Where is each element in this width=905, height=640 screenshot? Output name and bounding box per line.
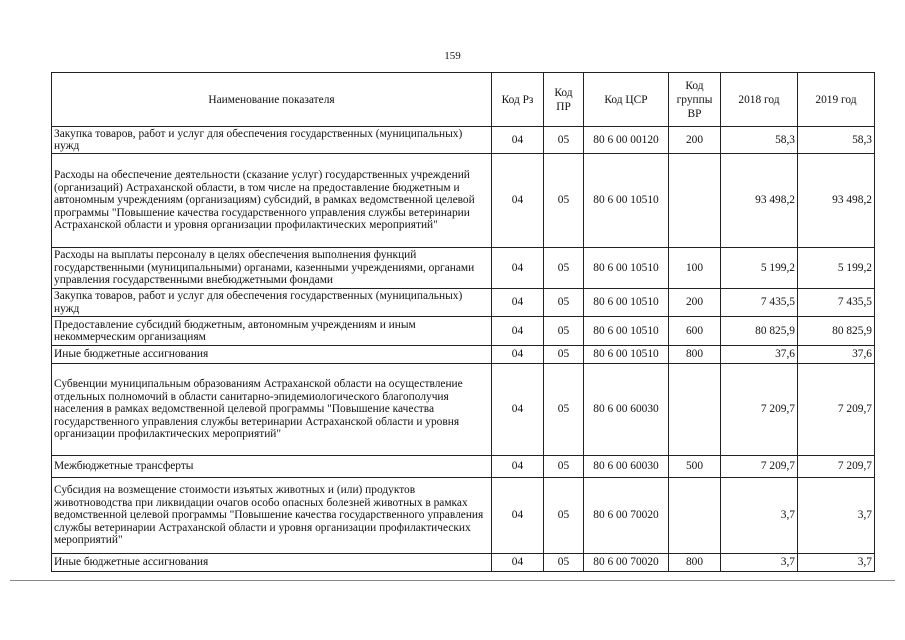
row-pr: 05 <box>544 127 584 154</box>
header-rz: Код Рз <box>492 73 544 127</box>
table-row <box>52 317 875 346</box>
row-2019: 5 199,2 <box>798 248 875 289</box>
row-2019: 7 209,7 <box>798 364 875 456</box>
row-2018: 93 498,2 <box>721 154 798 248</box>
row-pr: 05 <box>544 154 584 248</box>
row-pr: 05 <box>544 456 584 478</box>
row-name: Иные бюджетные ассигнования <box>52 554 492 572</box>
row-vr: 800 <box>669 554 721 572</box>
row-2019: 3,7 <box>798 554 875 572</box>
row-2019: 93 498,2 <box>798 154 875 248</box>
row-rz: 04 <box>492 456 544 478</box>
table-row <box>52 364 875 456</box>
page-number: 159 <box>444 50 461 62</box>
row-rz: 04 <box>492 289 544 317</box>
row-pr: 05 <box>544 364 584 456</box>
row-rz: 04 <box>492 346 544 364</box>
row-2019: 7 209,7 <box>798 456 875 478</box>
table-row <box>52 478 875 554</box>
row-rz: 04 <box>492 127 544 154</box>
row-vr: 500 <box>669 456 721 478</box>
row-rz: 04 <box>492 154 544 248</box>
row-vr <box>669 364 721 456</box>
row-2018: 3,7 <box>721 478 798 554</box>
row-csr: 80 6 00 70020 <box>584 478 669 554</box>
row-csr: 80 6 00 70020 <box>584 554 669 572</box>
row-2018: 7 209,7 <box>721 456 798 478</box>
row-name: Предоставление субсидий бюджетным, автономным учреждениям и иным некоммерческим организациям <box>52 317 492 346</box>
row-rz: 04 <box>492 478 544 554</box>
row-2018: 80 825,9 <box>721 317 798 346</box>
row-rz: 04 <box>492 364 544 456</box>
row-csr: 80 6 00 00120 <box>584 127 669 154</box>
row-rz: 04 <box>492 248 544 289</box>
row-name: Расходы на обеспечение деятельности (сказание услуг) государственных учреждений (организаций) Астраханской области, в том числе на предоставление бюджетным и автономным учреждениям (организациям) субсидий, в рамках ведомственной целевой программы "Повышение качества государственного управления службы ветеринарии Астраханской области и уровня организации профилактических мероприятий" <box>52 154 492 248</box>
row-name: Расходы на выплаты персоналу в целях обеспечения выполнения функций государственными (муниципальными) органами, казенными учреждениями, органами управления государственными внебюджетными фондами <box>52 248 492 289</box>
table-row <box>52 346 875 364</box>
row-csr: 80 6 00 60030 <box>584 456 669 478</box>
table-row <box>52 456 875 478</box>
row-csr: 80 6 00 10510 <box>584 248 669 289</box>
row-csr: 80 6 00 10510 <box>584 346 669 364</box>
row-name: Закупка товаров, работ и услуг для обеспечения государственных (муниципальных) нужд <box>52 289 492 317</box>
row-2018: 3,7 <box>721 554 798 572</box>
row-vr <box>669 154 721 248</box>
header-2018: 2018 год <box>721 73 798 127</box>
row-pr: 05 <box>544 478 584 554</box>
row-pr: 05 <box>544 317 584 346</box>
row-pr: 05 <box>544 289 584 317</box>
row-csr: 80 6 00 10510 <box>584 317 669 346</box>
row-vr: 100 <box>669 248 721 289</box>
row-pr: 05 <box>544 554 584 572</box>
row-csr: 80 6 00 10510 <box>584 289 669 317</box>
row-2019: 80 825,9 <box>798 317 875 346</box>
row-2019: 3,7 <box>798 478 875 554</box>
row-rz: 04 <box>492 554 544 572</box>
row-name: Межбюджетные трансферты <box>52 456 492 478</box>
row-2018: 5 199,2 <box>721 248 798 289</box>
row-2018: 37,6 <box>721 346 798 364</box>
row-2019: 58,3 <box>798 127 875 154</box>
row-vr: 200 <box>669 127 721 154</box>
table-row <box>52 127 875 154</box>
row-2019: 37,6 <box>798 346 875 364</box>
table-row <box>52 289 875 317</box>
row-pr: 05 <box>544 248 584 289</box>
row-2018: 58,3 <box>721 127 798 154</box>
row-vr: 800 <box>669 346 721 364</box>
row-vr: 200 <box>669 289 721 317</box>
header-name: Наименование показателя <box>52 73 492 127</box>
row-pr: 05 <box>544 346 584 364</box>
row-vr <box>669 478 721 554</box>
row-2019: 7 435,5 <box>798 289 875 317</box>
table-row <box>52 154 875 248</box>
header-2019: 2019 год <box>798 73 875 127</box>
budget-table <box>51 72 875 572</box>
row-csr: 80 6 00 10510 <box>584 154 669 248</box>
row-name: Субвенции муниципальным образованиям Астраханской области на осуществление отдельных полномочий в области санитарно-эпидемиологического благополучия населения в рамках ведомственной целевой программы "Повышение качества государственного управления службы ветеринарии Астраханской области и уровня организации профилактических мероприятий" <box>52 364 492 456</box>
row-vr: 600 <box>669 317 721 346</box>
row-name: Иные бюджетные ассигнования <box>52 346 492 364</box>
header-pr: Код ПР <box>544 73 584 127</box>
header-vr: Код группы ВР <box>669 73 721 127</box>
table-row <box>52 554 875 572</box>
row-name: Закупка товаров, работ и услуг для обеспечения государственных (муниципальных) нужд <box>52 127 492 154</box>
row-rz: 04 <box>492 317 544 346</box>
row-2018: 7 209,7 <box>721 364 798 456</box>
table-row <box>52 248 875 289</box>
row-csr: 80 6 00 60030 <box>584 364 669 456</box>
header-row <box>52 73 875 127</box>
header-csr: Код ЦСР <box>584 73 669 127</box>
row-2018: 7 435,5 <box>721 289 798 317</box>
page-bottom-rule <box>10 580 895 581</box>
row-name: Субсидия на возмещение стоимости изъятых животных и (или) продуктов животноводства при ликвидации очагов особо опасных болезней животных в рамках ведомственной целевой программы "Повышение качества государственного управления службы ветеринарии Астраханской области и уровня организации профилактических мероприятий" <box>52 478 492 554</box>
